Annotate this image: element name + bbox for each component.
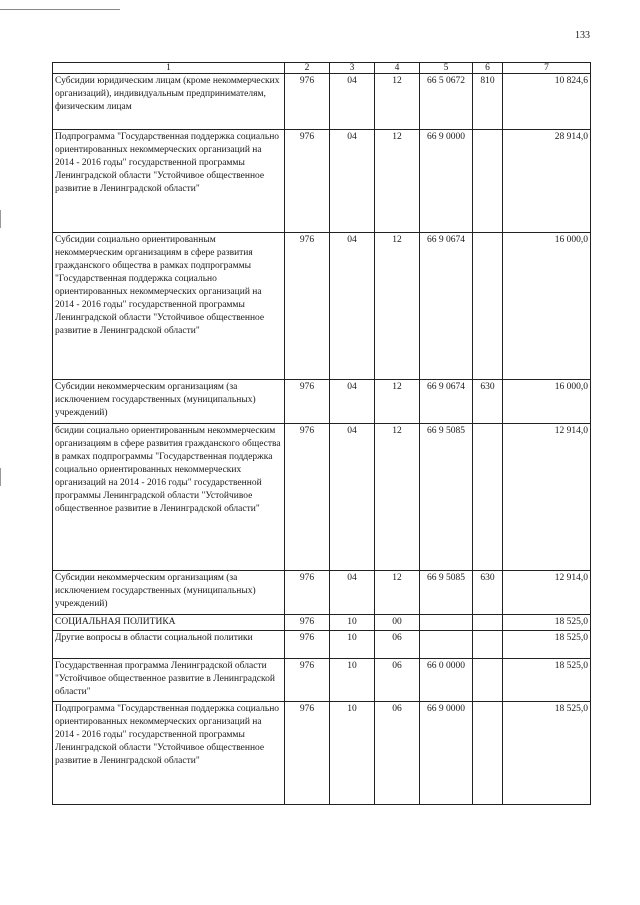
cell-amount: 12 914,0 (503, 571, 591, 615)
table-row (53, 233, 591, 380)
column-header: 1 (53, 63, 285, 74)
column-header: 7 (503, 63, 591, 74)
cell-subsection: 12 (375, 74, 420, 130)
cell-subsection: 12 (375, 424, 420, 571)
cell-target-article: 66 9 5085 (420, 571, 473, 615)
row-name: Государственная программа Ленинградской области "Устойчивое общественное развитие в Ленинградской области" (53, 659, 285, 702)
cell-admin-code: 976 (285, 615, 330, 631)
cell-target-article: 66 5 0672 (420, 74, 473, 130)
cell-amount: 18 525,0 (503, 659, 591, 702)
cell-admin-code: 976 (285, 571, 330, 615)
cell-admin-code: 976 (285, 130, 330, 233)
cell-amount: 16 000,0 (503, 233, 591, 380)
cell-section: 04 (330, 380, 375, 424)
cell-section: 04 (330, 74, 375, 130)
cell-section: 04 (330, 424, 375, 571)
cell-expense-type (473, 659, 503, 702)
cell-subsection: 06 (375, 702, 420, 805)
table-row (53, 424, 591, 571)
row-name: Другие вопросы в области социальной политики (53, 631, 285, 659)
row-name: Субсидии некоммерческим организациям (за исключением государственных (муниципальных) учреждений) (53, 380, 285, 424)
page-number: 133 (575, 30, 590, 41)
cell-target-article: 66 9 0674 (420, 233, 473, 380)
column-header: 5 (420, 63, 473, 74)
column-header: 3 (330, 63, 375, 74)
cell-subsection: 06 (375, 659, 420, 702)
cell-amount: 12 914,0 (503, 424, 591, 571)
cell-subsection: 00 (375, 615, 420, 631)
cell-expense-type (473, 631, 503, 659)
cell-target-article: 66 0 0000 (420, 659, 473, 702)
row-name: Подпрограмма "Государственная поддержка социально ориентированных некоммерческих организаций на 2014 - 2016 годы" государственной программы Ленинградской области "Устойчивое общественное развитие в Ленинградской области" (53, 130, 285, 233)
cell-expense-type: 810 (473, 74, 503, 130)
row-name: Субсидии юридическим лицам (кроме некоммерческих организаций), индивидуальным предпринимателям, физическим лицам (53, 74, 285, 130)
cell-expense-type: 630 (473, 380, 503, 424)
column-header: 2 (285, 63, 330, 74)
cell-expense-type (473, 615, 503, 631)
cell-target-article: 66 9 5085 (420, 424, 473, 571)
top-edge-line (0, 9, 120, 10)
row-name: Подпрограмма "Государственная поддержка социально ориентированных некоммерческих организаций на 2014 - 2016 годы" государственной программы Ленинградской области "Устойчивое общественное развитие в Ленинградской области" (53, 702, 285, 805)
cell-section: 04 (330, 571, 375, 615)
cell-admin-code: 976 (285, 702, 330, 805)
column-header: 6 (473, 63, 503, 74)
cell-amount: 10 824,6 (503, 74, 591, 130)
column-header: 4 (375, 63, 420, 74)
table-row (53, 130, 591, 233)
cell-target-article: 66 9 0674 (420, 380, 473, 424)
cell-section: 10 (330, 659, 375, 702)
table-row (53, 615, 591, 631)
cell-admin-code: 976 (285, 380, 330, 424)
cell-admin-code: 976 (285, 233, 330, 380)
cell-expense-type (473, 233, 503, 380)
cell-admin-code: 976 (285, 74, 330, 130)
cell-section: 04 (330, 233, 375, 380)
cell-amount: 28 914,0 (503, 130, 591, 233)
cell-expense-type (473, 424, 503, 571)
cell-admin-code: 976 (285, 631, 330, 659)
cell-section: 04 (330, 130, 375, 233)
cell-target-article: 66 9 0000 (420, 130, 473, 233)
table-row (53, 571, 591, 615)
cell-section: 10 (330, 615, 375, 631)
cell-subsection: 12 (375, 571, 420, 615)
scan-mark (0, 210, 4, 228)
row-name: Субсидии некоммерческим организациям (за исключением государственных (муниципальных) учреждений) (53, 571, 285, 615)
cell-expense-type: 630 (473, 571, 503, 615)
cell-target-article (420, 615, 473, 631)
cell-amount: 18 525,0 (503, 631, 591, 659)
cell-section: 10 (330, 702, 375, 805)
scan-mark (0, 468, 4, 486)
cell-admin-code: 976 (285, 659, 330, 702)
table-row (53, 74, 591, 130)
cell-admin-code: 976 (285, 424, 330, 571)
cell-target-article (420, 631, 473, 659)
cell-subsection: 06 (375, 631, 420, 659)
cell-target-article: 66 9 0000 (420, 702, 473, 805)
table-row (53, 659, 591, 702)
cell-amount: 18 525,0 (503, 702, 591, 805)
row-name: бсидии социально ориентированным некоммерческим организациям в сфере развития гражданского общества в рамках подпрограммы "Государственная поддержка социально ориентированных некоммерческих организаций на 2014 - 2016 годы" государственной программы Ленинградской области "Устойчивое общественное развитие в Ленинградской области" (53, 424, 285, 571)
cell-expense-type (473, 130, 503, 233)
cell-subsection: 12 (375, 233, 420, 380)
cell-expense-type (473, 702, 503, 805)
cell-amount: 18 525,0 (503, 615, 591, 631)
budget-table (52, 62, 591, 805)
cell-subsection: 12 (375, 380, 420, 424)
header-row (53, 63, 591, 74)
cell-amount: 16 000,0 (503, 380, 591, 424)
cell-section: 10 (330, 631, 375, 659)
row-name: СОЦИАЛЬНАЯ ПОЛИТИКА (53, 615, 285, 631)
cell-subsection: 12 (375, 130, 420, 233)
table-row (53, 702, 591, 805)
table-row (53, 380, 591, 424)
row-name: Субсидии социально ориентированным некоммерческим организациям в сфере развития гражданского общества в рамках подпрограммы "Государственная поддержка социально ориентированных некоммерческих организаций на 2014 - 2016 годы" государственной программы Ленинградской области "Устойчивое общественное развитие в Ленинградской области" (53, 233, 285, 380)
table-row (53, 631, 591, 659)
